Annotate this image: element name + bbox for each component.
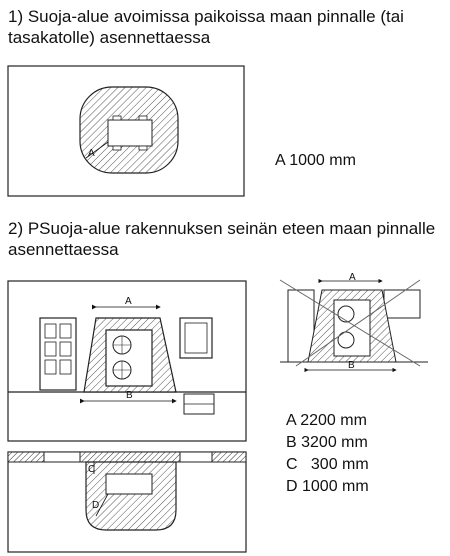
section-1-clearance: A 1000 mm — [275, 152, 356, 169]
label-a: A — [349, 272, 356, 283]
outdoor-unit-top-view — [106, 474, 152, 494]
label-b: B — [126, 390, 133, 401]
wall-installation-detail — [280, 272, 428, 371]
clearance-zone — [86, 462, 176, 530]
label-b: B — [348, 360, 355, 371]
section-2-heading: 2) PSuoja-alue rakennuksen seinän eteen maan pinnalle asennettaessa — [8, 219, 436, 259]
section-1-heading: 1) Suoja-alue avoimissa paikoissa maan pinnalle (tai tasakatolle) asennettaessa — [8, 7, 404, 47]
label-c: C — [88, 464, 96, 475]
clearance-c: C 300 mm — [286, 456, 369, 473]
wall-installation-plan-view — [8, 452, 246, 552]
open-location-diagram — [8, 66, 244, 196]
label-a: A — [88, 148, 95, 159]
wall-installation-front-view — [8, 281, 246, 441]
outdoor-unit-top-view — [108, 120, 152, 146]
clearance-a: A 2200 mm — [286, 412, 367, 429]
clearance-d: D 1000 mm — [286, 478, 369, 495]
section-2-clearance-list — [286, 410, 369, 498]
label-d: D — [92, 500, 100, 511]
outdoor-unit — [106, 330, 152, 386]
clearance-b: B 3200 mm — [286, 434, 368, 451]
label-a: A — [125, 296, 132, 307]
door — [40, 318, 76, 390]
